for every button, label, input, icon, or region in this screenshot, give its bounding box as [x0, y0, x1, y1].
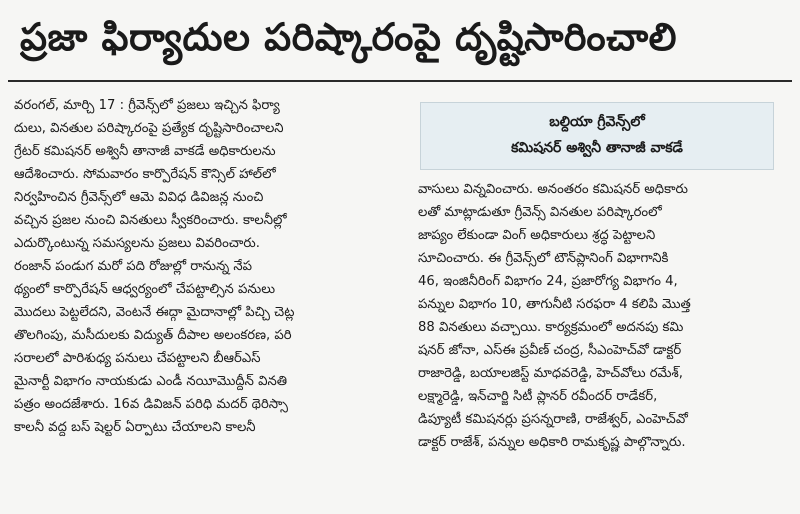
body-line: రాజారెడ్డి, బయాలజిస్ట్ మాధవరెడ్డి, హెచ్‌వోలు రమేశ్,: [418, 366, 683, 381]
body-line: ఆదేశించారు. సోమవారం కార్పొరేషన్ కౌన్సిల్ హాల్‌లో: [14, 167, 276, 182]
body-line: సరాలలో పారిశుధ్య పనులు చేపట్టాలని బీఆర్‌ఎస్: [14, 351, 261, 366]
body-line: లతో మాట్లాడుతూ గ్రీవెన్స్ వినతుల పరిష్కారంలో: [418, 205, 662, 220]
body-line: నిర్వహించిన గ్రీవెన్స్‌లో ఆమె వివిధ డివిజన్ల నుంచి: [14, 190, 264, 205]
body-line: మైనార్టీ విభాగం నాయకుడు ఎండీ నయీమొద్దీన్ వినతి: [14, 374, 288, 389]
body-line: పన్నుల విభాగం 10, తాగునీటి సరఫరా 4 కలిపి మొత్త: [418, 297, 691, 312]
body-line: రంజాన్ పండుగ మరో పది రోజుల్లో రానున్న నేప: [14, 259, 253, 274]
body-line: డిప్యూటీ కమిషనర్లు ప్రసన్నరాణి, రాజేశ్వర్, ఎంహెచ్‌వో: [418, 412, 688, 427]
body-line: సూచించారు. ఈ గ్రీవెన్స్‌లో టౌన్‌ప్లానింగ్ విభాగానికి: [418, 251, 669, 266]
body-line: వరంగల్, మార్చి 17 : గ్రీవెన్స్‌లో ప్రజలు ఇచ్చిన ఫిర్యా: [14, 98, 280, 113]
body-line: ఎదుర్కొంటున్న సమస్యలను ప్రజలు వివరించారు.: [14, 236, 260, 251]
body-line: లక్ష్మారెడ్డి, ఇన్‌చార్జి సిటీ ప్లానర్ రవీందర్ రాడేకర్,: [418, 389, 658, 404]
body-line: దులు, వినతుల పరిష్కారంపై ప్రత్యేక దృష్టిసారించాలని: [14, 121, 284, 136]
subheading-box: [420, 102, 774, 170]
body-line: 46, ఇంజినీరింగ్ విభాగం 24, ప్రజారోగ్య విభాగం 4,: [418, 274, 678, 289]
body-line: కాలనీ వద్ద బస్ షెల్టర్ ఏర్పాటు చేయాలని కాలనీ: [14, 420, 256, 435]
body-line: తొలగింపు, మసీదులకు విద్యుత్ దీపాల అలంకరణ, పరి: [14, 328, 292, 343]
body-line: 88 వినతులు వచ్చాయి. కార్యక్రమంలో అదనపు కమి: [418, 320, 684, 335]
body-line: డాక్టర్ రాజేశ్, పన్నుల అధికారి రామకృష్ణ పాల్గొన్నారు.: [418, 435, 686, 450]
body-line: వాసులు విన్నవించారు. అనంతరం కమిషనర్ అధికారు: [418, 182, 688, 197]
right-column-text: [418, 178, 792, 454]
article-column-left: [14, 94, 410, 508]
subheading-line: కమిషనర్ అశ్వినీ తానాజీ వాకడే: [511, 140, 683, 156]
body-line: జాప్యం లేకుండా వింగ్ అధికారులు శ్రద్ధ పెట్టాలని: [418, 228, 656, 243]
subheading-line: బల్దియా గ్రీవెన్స్‌లో: [549, 114, 645, 130]
body-line: థ్యంలో కార్పొరేషన్ ఆధ్వర్యంలో చేపట్టాల్సిన పనులు: [14, 282, 276, 297]
body-line: పత్రం అందజేశారు. 16వ డివిజన్ పరిధి మదర్ థెరిస్సా: [14, 397, 288, 412]
headline-rule: [8, 80, 792, 82]
headline: ప్రజా ఫిర్యాదుల పరిష్కారంపై దృష్టిసారించాలి: [20, 15, 677, 59]
body-line: వచ్చిన ప్రజల నుంచి వినతులు స్వీకరించారు. కాలనీల్లో: [14, 213, 287, 228]
body-line: మొదలు పెట్టలేదని, వెంటనే ఈద్గా మైదానాల్లో పిచ్చి చెట్ల: [14, 305, 295, 320]
body-line: గ్రేటర్ కమిషనర్ అశ్వినీ తానాజీ వాకడే అధికారులను: [14, 144, 276, 159]
article-column-right: [418, 94, 792, 508]
body-line: షనర్ జోనా, ఎస్‌ఈ ప్రవీణ్ చంద్ర, సీఎంహెచ్‌వో డాక్టర్: [418, 343, 682, 358]
